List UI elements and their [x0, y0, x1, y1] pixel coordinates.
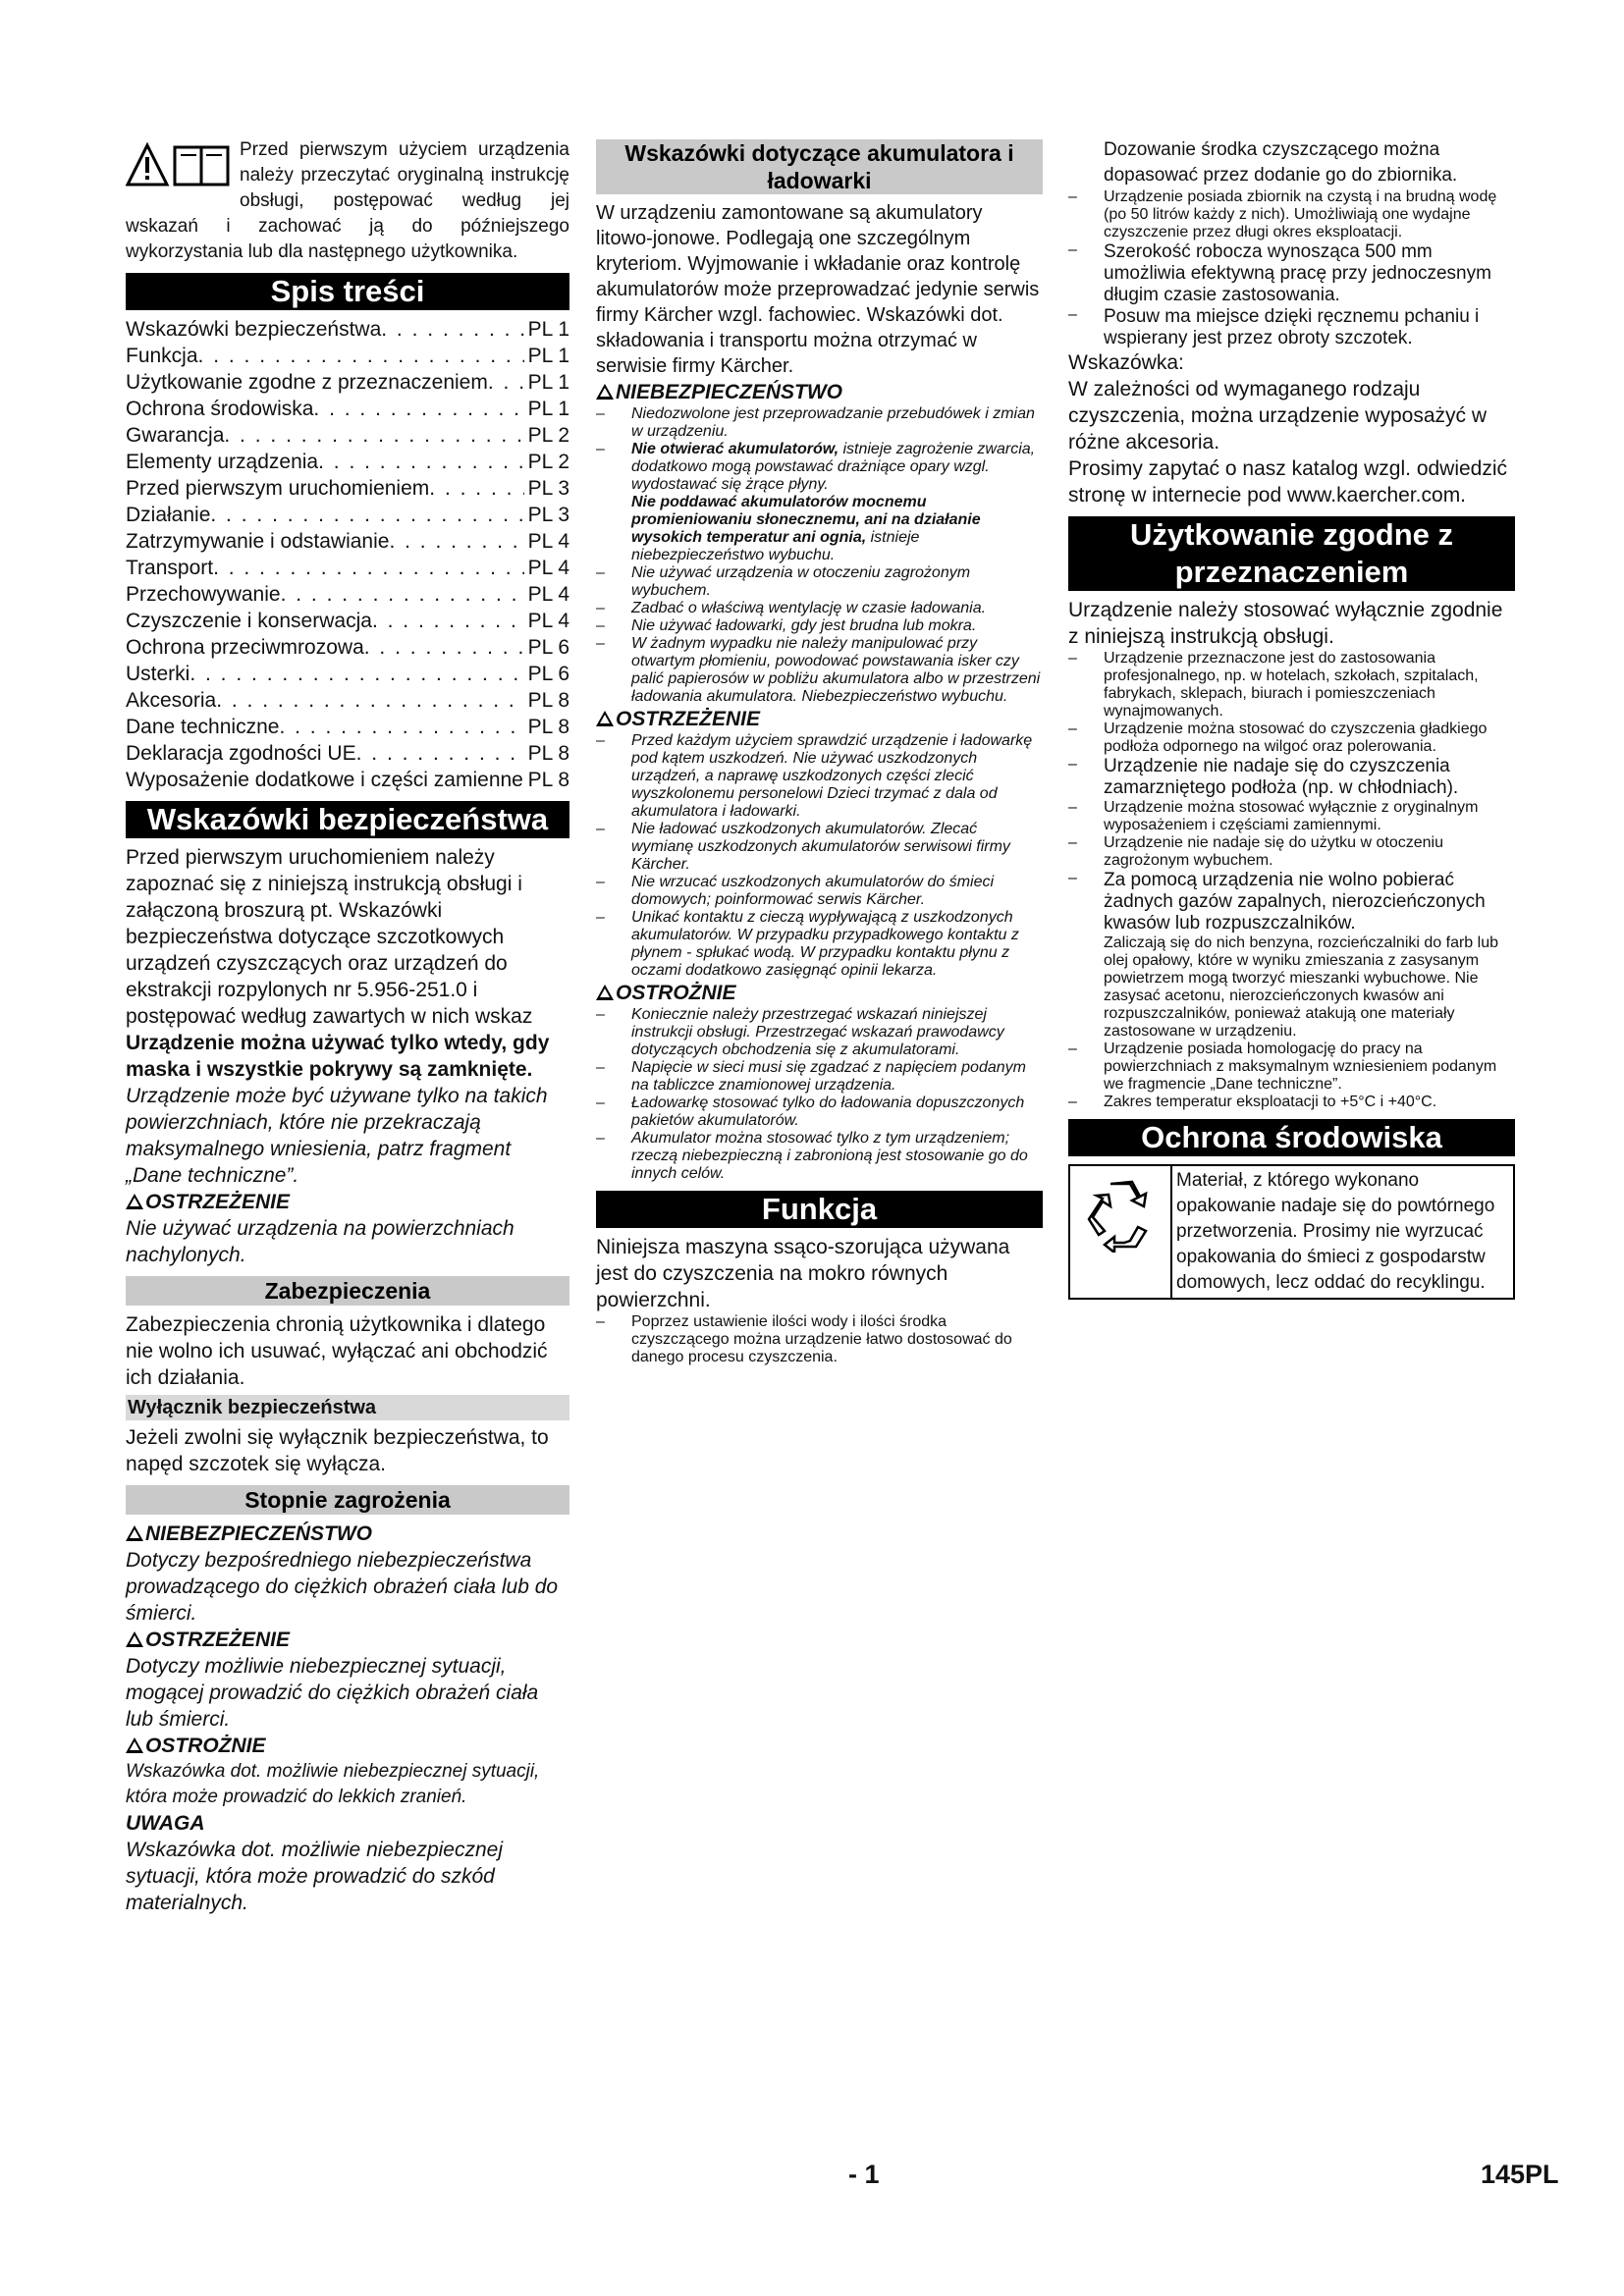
list-text: Urządzenie można stosować do czyszczenia gładkiego podłoża odpornego na wilgoć oraz polerowania. — [1104, 721, 1488, 755]
toc-entry-label: Wskazówki bezpieczeństwa — [126, 318, 382, 341]
page-number: - 1 — [848, 2160, 880, 2189]
toc-entry-page: PL 2 — [527, 451, 569, 473]
toc-entry-page: PL 8 — [527, 742, 569, 765]
toc-entry-label: Czyszczenie i konserwacja — [126, 610, 372, 632]
environment-box — [1068, 1164, 1515, 1300]
function-note-text: W zależności od wymaganego rodzaju czyszczenia, można urządzenie wyposażyć w różne akcesoria. — [1068, 378, 1488, 454]
toc-entry-label: Zatrzymywanie i odstawianie — [126, 530, 390, 553]
toc-entry — [126, 343, 569, 369]
list-item — [596, 1130, 1043, 1183]
list-item — [1068, 756, 1515, 799]
list-text: Nie ładować uszkodzonych akumulatorów. Zlecać wymianę uszkodzonych akumulatorów serwisowi firmy Kärcher. — [631, 821, 1010, 873]
list-text: Urządzenie nie nadaje się do użytku w otoczeniu zagrożonym wybuchem. — [1104, 834, 1443, 869]
list-item — [596, 821, 1043, 874]
hazard-label-text: OSTRZEŻENIE — [145, 1629, 291, 1651]
warning-triangle-icon — [596, 711, 614, 726]
hazard-text: Wskazówka dot. możliwie niebezpiecznej sytuacji, która może prowadzić do szkód materialnych. — [126, 1839, 503, 1914]
list-text: Koniecznie należy przestrzegać wskazań niniejszej instrukcji obsługi. Przestrzegać wskazań prawodawcy dotyczących obchodzenia się z akumulatorami. — [631, 1006, 1004, 1058]
hazard-list — [126, 1521, 569, 1916]
list-text — [631, 494, 1043, 564]
function-note-label: Wskazówka: — [1068, 351, 1184, 374]
toc-entry — [126, 555, 569, 581]
list-text: Posuw ma miejsce dzięki ręcznemu pchaniu i wspierany jest przez obroty szczotek. — [1104, 306, 1480, 348]
safety-title: Wskazówki bezpieczeństwa — [126, 801, 569, 838]
list-dash: – — [596, 1006, 605, 1023]
toc-entry — [126, 661, 569, 687]
toc-entry-page: PL 3 — [527, 477, 569, 500]
list-dash: – — [1068, 799, 1077, 816]
toc-entry-label: Funkcja — [126, 345, 198, 367]
battery-danger-label: NIEBEZPIECZEŃSTWO — [596, 379, 1043, 405]
hazard-label — [126, 1733, 569, 1759]
toc-entry-label: Gwarancja — [126, 424, 225, 447]
list-item — [1068, 870, 1515, 934]
list-item — [1068, 1041, 1515, 1094]
list-item — [596, 1095, 1043, 1130]
toc-entry — [126, 767, 569, 793]
warning-triangle-icon — [596, 985, 614, 1000]
toc-leader — [372, 608, 524, 634]
list-dash: – — [1068, 1094, 1077, 1110]
toc-entry-page: PL 8 — [527, 689, 569, 712]
toc-entry-label: Ochrona środowiska — [126, 398, 314, 420]
toc-leader — [389, 528, 523, 555]
hazard-text: Dotyczy możliwie niebezpiecznej sytuacji, mogącej prowadzić do ciężkich obrażeń ciała lub śmierci. — [126, 1655, 539, 1731]
list-text: Urządzenie posiada homologację do pracy na powierzchniach z maksymalnym wzniesieniem podanym we fragmencie „Dane techniczne”. — [1104, 1041, 1497, 1093]
toc-list — [126, 316, 569, 793]
list-dash: – — [596, 821, 605, 837]
toc-entry-page: PL 3 — [527, 504, 569, 526]
list-rest: Zadbać o właściwą wentylację w czasie ładowania. — [631, 600, 987, 616]
list-dash: – — [1068, 241, 1077, 258]
toc-entry-page: PL 4 — [527, 530, 569, 553]
list-item — [1068, 241, 1515, 306]
list-item — [596, 909, 1043, 980]
list-item — [596, 600, 1043, 617]
list-item — [1068, 650, 1515, 721]
toc-entry — [126, 687, 569, 714]
toc-entry-page: PL 8 — [527, 769, 569, 791]
list-text — [631, 564, 1043, 600]
hazard-label-text: NIEBEZPIECZEŃSTWO — [145, 1522, 373, 1545]
toc-leader — [279, 714, 523, 740]
column-middle — [596, 137, 1043, 1366]
switch-text: Jeżeli zwolni się wyłącznik bezpieczeństwa, to napęd szczotek się wyłącza. — [126, 1426, 549, 1475]
list-dash: – — [1068, 188, 1077, 205]
toc-entry-label: Dane techniczne — [126, 716, 280, 738]
toc-leader — [224, 422, 523, 449]
list-item — [596, 617, 1043, 635]
toc-entry — [126, 581, 569, 608]
list-text: Ładowarkę stosować tylko do ładowania dopuszczonych pakietów akumulatorów. — [631, 1095, 1025, 1129]
page-code: 145PL — [1481, 2160, 1559, 2189]
danger-list — [596, 441, 1043, 706]
list-dash: – — [1068, 306, 1077, 323]
toc-leader — [189, 661, 523, 687]
list-text: Napięcie w sieci musi się zgadzać z napięciem podanym na tabliczce znamionowej urządzenia. — [631, 1059, 1026, 1094]
list-dash: – — [596, 1095, 605, 1111]
list-text: Przed każdym użyciem sprawdzić urządzenie i ładowarkę pod kątem uszkodzeń. Nie używać uszkodzonych urządzeń, a naprawę uszkodzonych części zlecić wyszkolonemu personelowi Dzieci trzymać z dala od akumulatora i ładowarki. — [631, 732, 1033, 820]
toc-leader — [313, 396, 523, 422]
toc-leader — [213, 555, 523, 581]
list-dash: – — [596, 600, 605, 616]
toc-entry-page: PL 4 — [527, 583, 569, 606]
toc-entry — [126, 608, 569, 634]
list-text: Urządzenie nie nadaje się do czyszczenia zamarzniętego podłoża (np. w chłodniach). — [1104, 756, 1459, 798]
toc-entry-page: PL 6 — [527, 636, 569, 659]
list-text: Zakres temperatur eksploatacji to +5°C i +40°C. — [1104, 1094, 1437, 1110]
warning-list — [596, 732, 1043, 980]
hazard-label — [126, 1521, 569, 1547]
list-item — [596, 564, 1043, 600]
toc-leader — [281, 581, 524, 608]
battery-warning-label: OSTRZEŻENIE — [596, 706, 1043, 732]
toc-entry — [126, 369, 569, 396]
list-rest: istnieje niebezpieczeństwo wybuchu. — [631, 529, 920, 563]
list-text: Za pomocą urządzenia nie wolno pobierać żadnych gazów zapalnych, nierozcieńczonych kwasów lub rozpuszczalników. — [1104, 870, 1486, 934]
column-right — [1068, 137, 1515, 1300]
warning-triangle-icon — [126, 1525, 143, 1541]
toc-leader — [318, 449, 523, 475]
list-text — [631, 441, 1043, 494]
list-text: Urządzenie można stosować wyłącznie z oryginalnym wyposażeniem i częściami zamiennymi. — [1104, 799, 1479, 833]
list-dash: – — [596, 874, 605, 890]
toc-entry — [126, 502, 569, 528]
list-dash: – — [1068, 870, 1077, 886]
toc-entry-page: PL 1 — [527, 345, 569, 367]
toc-title: Spis treści — [126, 273, 569, 310]
intro-block — [126, 137, 569, 265]
toc-leader — [210, 502, 523, 528]
toc-entry-page: PL 1 — [527, 398, 569, 420]
list-dash: – — [596, 635, 605, 652]
function-catalog: Prosimy zapytać o nasz katalog wzgl. odwiedzić stronę w internecie pod www.kaercher.com. — [1068, 457, 1508, 507]
list-item — [1068, 799, 1515, 834]
environment-text: Materiał, z którego wykonano opakowanie nadaje się do powtórnego przetworzenia. Prosimy nie wyrzucać opakowania do śmieci z gospodarstw domowych, lecz oddać do recyklingu. — [1176, 1170, 1495, 1293]
list-text — [631, 635, 1043, 706]
list-text: Unikać kontaktu z cieczą wypływającą z uszkodzonych akumulatorów. W przypadku przypadkowego kontaktu z płynem - spłukać wodą. W przypadku kontaktu płynu z oczami dodatkowo zasięgnąć opinii lekarza. — [631, 909, 1019, 979]
toc-entry — [126, 740, 569, 767]
list-rest: Nie używać urządzenia w otoczeniu zagrożonym wybuchem. — [631, 564, 971, 599]
battery-caution-label: OSTROŻNIE — [596, 980, 1043, 1006]
list-text — [631, 600, 1043, 617]
toc-entry-page: PL 2 — [527, 424, 569, 447]
list-item: – Poprzez ustawienie ilości wody i ilości środka czyszczącego można urządzenie łatwo dostosować do danego procesu czyszczenia. — [596, 1313, 1012, 1365]
toc-entry-label: Działanie — [126, 504, 211, 526]
list-dash — [596, 494, 631, 564]
usage-title: Użytkowanie zgodne z przeznaczeniem — [1068, 516, 1515, 591]
list-item — [1068, 306, 1515, 349]
toc-entry-page: PL 8 — [527, 716, 569, 738]
list-dash: – — [1068, 650, 1077, 667]
toc-leader — [381, 316, 523, 343]
hazard-label-text: OSTROŻNIE — [145, 1735, 266, 1757]
toc-entry-page: PL 1 — [527, 371, 569, 394]
list-item — [596, 494, 1043, 564]
toc-leader — [364, 634, 524, 661]
list-item — [1068, 721, 1515, 756]
toc-entry — [126, 634, 569, 661]
list-dash: – — [596, 564, 605, 581]
warning-triangle-icon — [596, 384, 614, 400]
list-dash: – — [1068, 756, 1077, 773]
list-dash: – — [596, 909, 605, 926]
list-item — [596, 874, 1043, 909]
toc-entry-page: PL 4 — [527, 557, 569, 579]
list-item — [1068, 1094, 1515, 1111]
list-dash: – — [596, 732, 605, 749]
list-item — [596, 441, 1043, 494]
list-dash: – — [596, 617, 605, 634]
warning-book-icon — [126, 141, 234, 192]
list-text — [631, 617, 1043, 635]
environment-title: Ochrona środowiska — [1068, 1119, 1515, 1156]
battery-intro: W urządzeniu zamontowane są akumulatory litowo-jonowe. Podlegają one szczególnym kryteriom. Wyjmowanie i wkładanie oraz kontrolę akumulatorów może przeprowadzać jedynie serwis firmy Kärcher wzgl. fachowiec. Wskazówki dot. składowania i transportu można otrzymać w serwisie firmy Kärcher. — [596, 202, 1040, 377]
safety-text: Przed pierwszym uruchomieniem należy zapoznać się z niniejszą instrukcją obsługi i załączoną broszurą pt. Wskazówki bezpieczeństwa dotyczące szczotkowych urządzeń czyszczących oraz urządzeń do ekstrakcji rozpylonych nr 5.956-251.0 i postępować według zawartych w nich wskaz Urządzenie można używać tylko wtedy, gdy maska i wszystkie pokrywy są zamknięte. — [126, 846, 550, 1081]
toc-entry-label: Wyposażenie dodatkowe i części zamienne — [126, 769, 523, 791]
list-item — [596, 635, 1043, 706]
list-dash: – — [596, 1130, 605, 1147]
protection-text: Zabezpieczenia chronią użytkownika i dlatego nie wolno ich usuwać, wyłączać ani obchodzić ich działania. — [126, 1313, 548, 1389]
list-text: Akumulator można stosować tylko z tym urządzeniem; rzeczą niebezpieczną i zabronioną jest stosowanie go do innych celów. — [631, 1130, 1028, 1182]
list-item-continuation — [1068, 934, 1515, 1041]
list-bold: Nie poddawać akumulatorów mocnemu promieniowaniu słonecznemu, ani na działanie wysokich temperatur ani ognia, — [631, 494, 981, 546]
function-title: Funkcja — [596, 1191, 1043, 1228]
toc-entry-label: Transport — [126, 557, 214, 579]
safety-surface-text: Urządzenie może być używane tylko na takich powierzchniach, które nie przekraczają maksymalnego wniesienia, patrz fragment „Dane techniczne”. — [126, 1085, 548, 1187]
list-item — [1068, 834, 1515, 870]
list-rest: Nie używać ładowarki, gdy jest brudna lub mokra. — [631, 617, 977, 634]
toc-entry-page: PL 6 — [527, 663, 569, 685]
toc-entry — [126, 714, 569, 740]
warning-triangle-icon — [126, 1631, 143, 1647]
toc-entry-label: Elementy urządzenia — [126, 451, 319, 473]
hazard-title: Stopnie zagrożenia — [126, 1485, 569, 1515]
battery-title: Wskazówki dotyczące akumulatora i ładowarki — [596, 139, 1043, 194]
list-dash: – — [596, 441, 605, 457]
list-item — [596, 732, 1043, 821]
list-dash: – — [596, 1059, 605, 1076]
list-item — [596, 1059, 1043, 1095]
hazard-text: Dotyczy bezpośredniego niebezpieczeństwa prowadzącego do ciężkich obrażeń ciała lub do śmierci. — [126, 1549, 559, 1625]
toc-entry-page: PL 1 — [527, 318, 569, 341]
toc-entry — [126, 396, 569, 422]
toc-leader — [356, 740, 524, 767]
list-dash: – — [1068, 834, 1077, 851]
toc-entry-label: Akcesoria — [126, 689, 217, 712]
toc-entry — [126, 316, 569, 343]
list-text: Nie wrzucać uszkodzonych akumulatorów do śmieci domowych; poinformować serwis Kärcher. — [631, 874, 995, 908]
toc-leader — [198, 343, 524, 369]
hazard-label — [126, 1810, 569, 1837]
warning-triangle-icon — [126, 1194, 143, 1209]
warning-triangle-icon — [126, 1737, 143, 1753]
list-text: Urządzenie posiada zbiornik na czystą i na brudną wodę (po 50 litrów każdy z nich). Umożliwiają one wydajne czyszczenie przez długi okres eksploatacji. — [1104, 188, 1497, 240]
toc-entry-label: Deklaracja zgodności UE — [126, 742, 356, 765]
protection-title: Zabezpieczenia — [126, 1276, 569, 1306]
toc-entry — [126, 422, 569, 449]
switch-title: Wyłącznik bezpieczeństwa — [126, 1395, 569, 1420]
column-left — [126, 137, 569, 1916]
toc-entry-page: PL 4 — [527, 610, 569, 632]
list-bold: Nie otwierać akumulatorów, — [631, 441, 839, 457]
safety-warning-label: OSTRZEŻENIE — [126, 1189, 569, 1215]
toc-entry — [126, 449, 569, 475]
toc-entry — [126, 528, 569, 555]
toc-leader — [488, 369, 524, 396]
function-list — [1068, 188, 1515, 349]
list-rest: W żadnym wypadku nie należy manipulować przy otwartym płomieniu, powodować powstawania isker czy palić papierosów w pobliżu akumulatora albo w przestrzeni ładowania akumulatora. Niebezpieczeństwo wybuchu. — [631, 635, 1041, 705]
toc-leader — [429, 475, 523, 502]
intro-text: Przed pierwszym użyciem urządzenia należy przeczytać oryginalną instrukcję obsługi, postępować według jej wskazań i zachować ją do późniejszego wykorzystania lub dla następnego użytkownika. — [126, 139, 569, 262]
toc-leader — [216, 687, 523, 714]
toc-entry-label: Użytkowanie zgodne z przeznaczeniem — [126, 371, 488, 394]
list-text: Szerokość robocza wynosząca 500 mm umożliwia efektywną pracę przy jednoczesnym długim czasie zastosowania. — [1104, 241, 1491, 305]
toc-entry-label: Przed pierwszym uruchomieniem — [126, 477, 430, 500]
list-dash — [1068, 934, 1104, 1041]
list-item — [1068, 188, 1515, 241]
list-dash: – — [1068, 721, 1077, 737]
list-text: Zaliczają się do nich benzyna, rozcieńczalniki do farb lub olej opałowy, które w wyniku zmieszania z zasysanym powietrzem mogą tworzyć mieszanki wybuchowe. Nie zasysać acetonu, nierozcieńczonych kwasów ani rozpuszczalników, ponieważ atakują one materiały zastosowane w urządzeniu. — [1104, 934, 1498, 1040]
recycling-icon — [1070, 1166, 1172, 1298]
toc-entry-label: Usterki — [126, 663, 190, 685]
toc-entry-label: Przechowywanie — [126, 583, 281, 606]
hazard-text: Wskazówka dot. możliwie niebezpiecznej sytuacji, która może prowadzić do lekkich zranień. — [126, 1761, 540, 1807]
list-item-note: Dozowanie środka czyszczącego można dopasować przez dodanie go do zbiornika. — [1104, 139, 1458, 186]
function-intro: Niniejsza maszyna ssąco-szorująca używana jest do czyszczenia na mokro równych powierzchni. — [596, 1236, 1010, 1311]
hazard-label-text: UWAGA — [126, 1812, 205, 1835]
list-item: – Niedozwolone jest przeprowadzanie przebudówek i zmian w urządzeniu. — [596, 405, 1035, 440]
usage-list — [1068, 650, 1515, 1111]
caution-list — [596, 1006, 1043, 1183]
toc-entry-label: Ochrona przeciwmrozowa — [126, 636, 364, 659]
hazard-label — [126, 1627, 569, 1653]
usage-intro: Urządzenie należy stosować wyłącznie zgodnie z niniejszą instrukcją obsługi. — [1068, 599, 1503, 648]
list-item — [596, 1006, 1043, 1059]
list-text: Urządzenie przeznaczone jest do zastosowania profesjonalnego, np. w hotelach, szkołach, szpitalach, fabrykach, sklepach, biurach i pomieszczeniach wynajmowanych. — [1104, 650, 1479, 720]
toc-entry — [126, 475, 569, 502]
safety-warning-text: Nie używać urządzenia na powierzchniach nachylonych. — [126, 1217, 514, 1266]
list-rest: istnieje zagrożenie zwarcia, dodatkowo mogą powstawać drażniące opary wzgl. wydostawać się żrące płyny. — [631, 441, 1036, 493]
list-dash: – — [1068, 1041, 1077, 1057]
